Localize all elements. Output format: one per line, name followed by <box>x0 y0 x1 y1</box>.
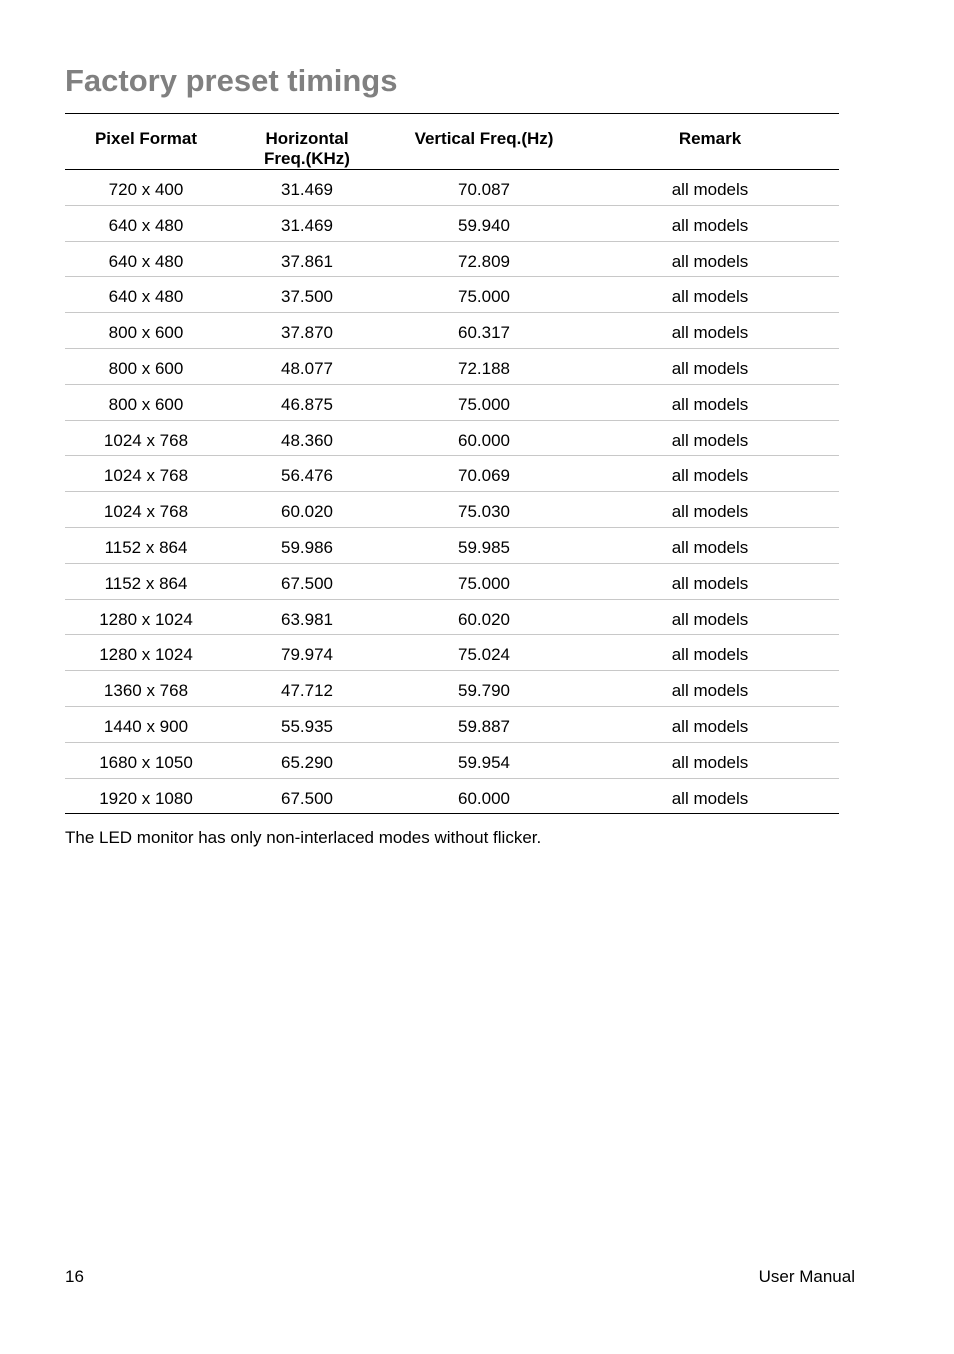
cell-remark: all models <box>581 384 839 420</box>
cell-remark: all models <box>581 241 839 277</box>
cell-horizontal-freq: 65.290 <box>227 742 387 778</box>
cell-remark: all models <box>581 205 839 241</box>
cell-horizontal-freq: 47.712 <box>227 671 387 707</box>
cell-remark: all models <box>581 170 839 206</box>
document-title: User Manual <box>758 1267 855 1286</box>
cell-vertical-freq: 60.317 <box>387 313 581 349</box>
table-row <box>65 384 839 420</box>
cell-remark: all models <box>581 420 839 456</box>
cell-vertical-freq: 75.000 <box>387 384 581 420</box>
table-header-row <box>65 114 839 170</box>
cell-pixel-format: 1152 x 864 <box>65 527 227 563</box>
header-horizontal-line1: Horizontal <box>265 129 349 148</box>
header-horizontal-line2: Freq.(KHz) <box>264 149 350 168</box>
cell-pixel-format: 800 x 600 <box>65 384 227 420</box>
cell-remark: all models <box>581 635 839 671</box>
cell-remark: all models <box>581 563 839 599</box>
cell-remark: all models <box>581 456 839 492</box>
cell-pixel-format: 640 x 480 <box>65 277 227 313</box>
cell-pixel-format: 1360 x 768 <box>65 671 227 707</box>
table-row <box>65 313 839 349</box>
cell-remark: all models <box>581 599 839 635</box>
cell-horizontal-freq: 67.500 <box>281 788 333 808</box>
cell-pixel-format: 1280 x 1024 <box>65 599 227 635</box>
footnote: The LED monitor has only non-interlaced modes without flicker. <box>65 828 542 847</box>
cell-remark: all models <box>581 277 839 313</box>
cell-vertical-freq: 59.954 <box>387 742 581 778</box>
cell-vertical-freq: 60.000 <box>458 788 510 808</box>
cell-horizontal-freq: 55.935 <box>227 706 387 742</box>
table-row <box>65 456 839 492</box>
table-row <box>65 706 839 742</box>
cell-pixel-format: 1152 x 864 <box>65 563 227 599</box>
header-vertical-freq: Vertical Freq.(Hz) <box>387 114 581 170</box>
table-row <box>65 742 839 778</box>
cell-horizontal-freq: 67.500 <box>227 563 387 599</box>
header-remark: Remark <box>581 114 839 170</box>
cell-horizontal-freq: 31.469 <box>227 205 387 241</box>
cell-vertical-freq: 59.940 <box>387 205 581 241</box>
table-row <box>65 671 839 707</box>
cell-remark: all models <box>581 742 839 778</box>
cell-pixel-format: 1440 x 900 <box>65 706 227 742</box>
cell-pixel-format: 800 x 600 <box>65 348 227 384</box>
cell-vertical-freq: 72.188 <box>387 348 581 384</box>
cell-vertical-freq: 59.985 <box>387 527 581 563</box>
cell-pixel-format: 1024 x 768 <box>65 492 227 528</box>
cell-remark: all models <box>581 527 839 563</box>
cell-pixel-format: 640 x 480 <box>65 205 227 241</box>
table-row <box>65 635 839 671</box>
cell-horizontal-freq: 46.875 <box>227 384 387 420</box>
cell-vertical-freq: 72.809 <box>387 241 581 277</box>
preset-timings-table <box>65 113 839 814</box>
table-row <box>65 527 839 563</box>
cell-vertical-freq: 75.024 <box>387 635 581 671</box>
cell-horizontal-freq: 48.077 <box>227 348 387 384</box>
cell-remark: all models <box>581 706 839 742</box>
cell-pixel-format: 1680 x 1050 <box>65 742 227 778</box>
cell-horizontal-freq: 31.469 <box>227 170 387 206</box>
cell-pixel-format: 1920 x 1080 <box>99 788 193 808</box>
table-row <box>65 241 839 277</box>
cell-remark: all models <box>581 671 839 707</box>
cell-vertical-freq: 59.790 <box>387 671 581 707</box>
cell-horizontal-freq: 60.020 <box>227 492 387 528</box>
page-title: Factory preset timings <box>65 63 398 98</box>
cell-horizontal-freq: 37.500 <box>227 277 387 313</box>
cell-vertical-freq: 60.020 <box>387 599 581 635</box>
cell-pixel-format: 640 x 480 <box>65 241 227 277</box>
cell-horizontal-freq: 37.870 <box>227 313 387 349</box>
cell-vertical-freq: 75.000 <box>387 563 581 599</box>
cell-vertical-freq: 75.000 <box>387 277 581 313</box>
table-row <box>65 170 839 206</box>
table-row <box>65 205 839 241</box>
page-number: 16 <box>65 1267 84 1286</box>
cell-remark: all models <box>581 348 839 384</box>
table-row <box>65 599 839 635</box>
table-body <box>65 170 839 814</box>
cell-vertical-freq: 60.000 <box>387 420 581 456</box>
table-row <box>65 348 839 384</box>
cell-remark: all models <box>581 313 839 349</box>
cell-pixel-format: 1024 x 768 <box>65 420 227 456</box>
cell-pixel-format: 800 x 600 <box>65 313 227 349</box>
cell-horizontal-freq: 37.861 <box>227 241 387 277</box>
cell-pixel-format: 1024 x 768 <box>65 456 227 492</box>
cell-horizontal-freq: 59.986 <box>227 527 387 563</box>
table-row <box>65 277 839 313</box>
cell-horizontal-freq: 63.981 <box>227 599 387 635</box>
cell-vertical-freq: 70.069 <box>387 456 581 492</box>
table-row <box>65 778 839 814</box>
cell-remark: all models <box>581 492 839 528</box>
cell-vertical-freq: 59.887 <box>387 706 581 742</box>
cell-horizontal-freq: 79.974 <box>227 635 387 671</box>
cell-pixel-format: 1280 x 1024 <box>65 635 227 671</box>
cell-horizontal-freq: 48.360 <box>227 420 387 456</box>
header-horizontal-freq <box>227 114 387 170</box>
header-pixel-format: Pixel Format <box>65 114 227 170</box>
cell-pixel-format: 720 x 400 <box>65 170 227 206</box>
table-row <box>65 563 839 599</box>
table-row <box>65 420 839 456</box>
cell-vertical-freq: 70.087 <box>387 170 581 206</box>
cell-remark: all models <box>671 788 749 808</box>
cell-vertical-freq: 75.030 <box>387 492 581 528</box>
table-row <box>65 492 839 528</box>
cell-horizontal-freq: 56.476 <box>227 456 387 492</box>
